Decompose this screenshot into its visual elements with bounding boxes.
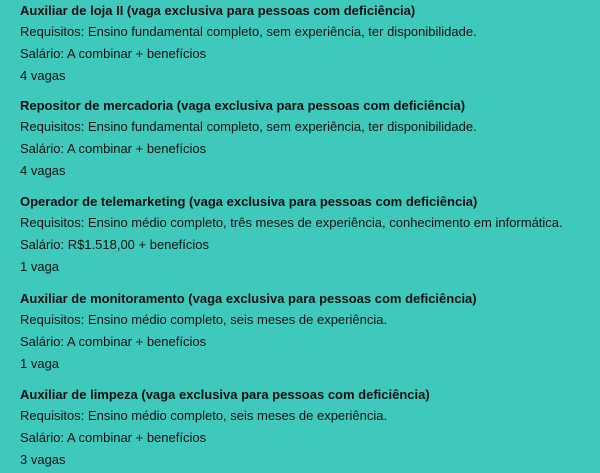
job-requirements: Requisitos: Ensino médio completo, seis meses de experiência.: [20, 312, 388, 327]
job-requirements: Requisitos: Ensino médio completo, três meses de experiência, conhecimento em informática.: [20, 215, 563, 230]
job-title: Auxiliar de loja II (vaga exclusiva para pessoas com deficiência): [20, 3, 416, 18]
job-requirements: Requisitos: Ensino médio completo, seis meses de experiência.: [20, 408, 388, 423]
job-salary: Salário: R$1.518,00 + benefícios: [20, 237, 209, 252]
job-salary: Salário: A combinar + benefícios: [20, 46, 207, 61]
job-requirements: Requisitos: Ensino fundamental completo, sem experiência, ter disponibilidade.: [20, 24, 477, 39]
job-title: Auxiliar de limpeza (vaga exclusiva para pessoas com deficiência): [20, 387, 430, 402]
job-openings: 4 vagas: [20, 68, 66, 83]
job-openings: 4 vagas: [20, 163, 66, 178]
job-salary: Salário: A combinar + benefícios: [20, 141, 207, 156]
job-openings: 1 vaga: [20, 259, 60, 274]
job-salary: Salário: A combinar + benefícios: [20, 334, 207, 349]
job-openings: 3 vagas: [20, 452, 66, 467]
job-openings: 1 vaga: [20, 356, 60, 371]
job-title: Operador de telemarketing (vaga exclusiva para pessoas com deficiência): [20, 194, 478, 209]
job-title: Auxiliar de monitoramento (vaga exclusiva para pessoas com deficiência): [20, 291, 477, 306]
job-requirements: Requisitos: Ensino fundamental completo, sem experiência, ter disponibilidade.: [20, 119, 477, 134]
job-salary: Salário: A combinar + benefícios: [20, 430, 207, 445]
job-title: Repositor de mercadoria (vaga exclusiva para pessoas com deficiência): [20, 98, 466, 113]
